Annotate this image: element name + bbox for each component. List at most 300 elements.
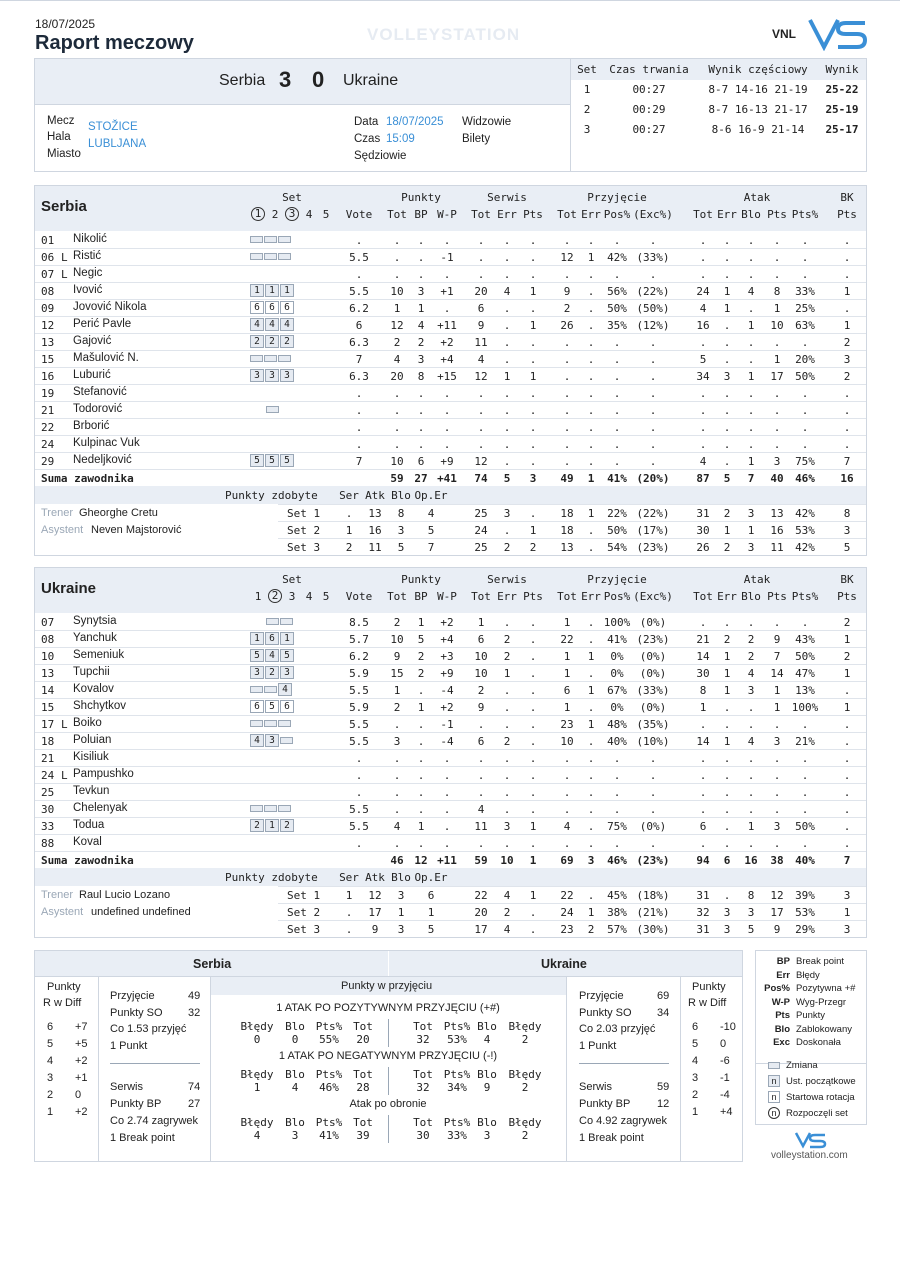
stat-value: . bbox=[773, 752, 781, 765]
stat-value: 1 bbox=[747, 319, 755, 332]
legend-desc: Punkty bbox=[796, 1010, 826, 1021]
stat-value: . bbox=[773, 769, 781, 782]
set-scored-value: 17 bbox=[368, 906, 382, 919]
set-scored-value: . bbox=[345, 507, 353, 520]
player-number: 12 bbox=[41, 319, 55, 332]
stat-value: . bbox=[843, 820, 851, 833]
stat-value: 5.5 bbox=[349, 684, 369, 697]
stat-value: 1 bbox=[587, 684, 595, 697]
libero-marker: L bbox=[61, 251, 68, 264]
stat-value: . bbox=[503, 319, 511, 332]
stat-value: -1 bbox=[440, 251, 454, 264]
set-label: Set 1 bbox=[287, 889, 321, 902]
stat-value: . bbox=[613, 234, 621, 247]
stat-value: . bbox=[747, 837, 755, 850]
stat-value: . bbox=[801, 786, 809, 799]
stat-value: . bbox=[529, 234, 537, 247]
section-col-header: Błędy bbox=[240, 1116, 274, 1129]
substitution-marker bbox=[250, 253, 263, 260]
starting-position-marker: 6 bbox=[250, 700, 264, 713]
set-stat-value: 50% bbox=[607, 524, 627, 537]
row-divider bbox=[278, 538, 866, 539]
away-rec-divider bbox=[579, 1063, 669, 1064]
stat-value: 2 bbox=[747, 633, 755, 646]
substitution-marker bbox=[250, 686, 263, 693]
column-header: Err bbox=[581, 208, 601, 221]
away-rot-title: Punkty bbox=[692, 981, 726, 993]
stat-value: . bbox=[723, 616, 731, 629]
substitution-marker bbox=[264, 686, 277, 693]
stat-value: . bbox=[801, 718, 809, 731]
stat-value: . bbox=[843, 421, 851, 434]
row-divider bbox=[35, 333, 866, 334]
stat-value: 14 bbox=[696, 650, 710, 663]
stat-value: . bbox=[563, 268, 571, 281]
section-col-header: Blo bbox=[477, 1116, 497, 1129]
starting-position-marker: 1 bbox=[280, 284, 294, 297]
set-number-header: 5 bbox=[322, 208, 330, 221]
player-name: Kulpinac Vuk bbox=[73, 437, 140, 449]
column-header: Tot bbox=[557, 590, 577, 603]
stat-value: . bbox=[613, 268, 621, 281]
stat-value: 3 bbox=[843, 353, 851, 366]
stat-value: . bbox=[529, 803, 537, 816]
stat-value: . bbox=[529, 769, 537, 782]
away-reception-label: 1 Break point bbox=[579, 1132, 644, 1144]
stat-value: . bbox=[443, 786, 451, 799]
stat-value: 1 bbox=[417, 616, 425, 629]
sum-value: 5 bbox=[503, 472, 511, 485]
sum-value: 1 bbox=[529, 854, 537, 867]
sum-value: 94 bbox=[696, 854, 710, 867]
label-date: Data bbox=[354, 116, 379, 128]
player-number: 07 bbox=[41, 268, 55, 281]
home-reception-value: 49 bbox=[188, 990, 201, 1002]
stat-value: 3 bbox=[417, 353, 425, 366]
set-label: Set 1 bbox=[287, 507, 321, 520]
stat-value: . bbox=[563, 421, 571, 434]
set-stat-value: . bbox=[503, 524, 511, 537]
stat-value: . bbox=[355, 438, 363, 451]
stat-value: 1 bbox=[529, 319, 537, 332]
stat-value: . bbox=[393, 786, 401, 799]
player-name: Negic bbox=[73, 267, 103, 279]
stat-value: . bbox=[613, 353, 621, 366]
stat-value: . bbox=[529, 667, 537, 680]
stat-value: . bbox=[723, 786, 731, 799]
stat-value: -1 bbox=[440, 718, 454, 731]
stat-value: . bbox=[843, 718, 851, 731]
stat-value: . bbox=[801, 251, 809, 264]
stat-value: . bbox=[393, 718, 401, 731]
away-reception-value: 59 bbox=[657, 1081, 670, 1093]
stat-value: . bbox=[843, 438, 851, 451]
set-stat-value: 2 bbox=[723, 541, 731, 554]
set-scored-value: 7 bbox=[427, 541, 435, 554]
set-stat-value: 3 bbox=[723, 906, 731, 919]
row-divider bbox=[278, 504, 866, 505]
mid-title: Punkty w przyjęciu bbox=[341, 980, 433, 992]
legend-symbols-box bbox=[755, 1055, 867, 1125]
stat-value: 6 bbox=[699, 820, 707, 833]
section-away-value: 3 bbox=[483, 1129, 491, 1142]
stat-value: 1 bbox=[843, 701, 851, 714]
player-number: 33 bbox=[41, 820, 55, 833]
stat-value: 3 bbox=[773, 455, 781, 468]
set-stat-value: (18%) bbox=[636, 889, 670, 902]
stat-value: 7 bbox=[355, 353, 363, 366]
starting-position-marker: 4 bbox=[250, 734, 264, 747]
set-stat-value: 29% bbox=[795, 923, 815, 936]
rotation-squares bbox=[250, 454, 295, 467]
player-number: 15 bbox=[41, 353, 55, 366]
serbia-stats-panel bbox=[34, 185, 867, 556]
section-col-header: Tot bbox=[353, 1020, 373, 1033]
set-number-header: 1 bbox=[254, 590, 262, 603]
stat-value: (22%) bbox=[636, 285, 670, 298]
set-stat-value: 31 bbox=[696, 889, 710, 902]
column-header: Err bbox=[497, 208, 517, 221]
player-number: 06 bbox=[41, 251, 55, 264]
stat-value: 1 bbox=[773, 302, 781, 315]
stat-value: 23 bbox=[560, 718, 574, 731]
stat-value: 1 bbox=[723, 302, 731, 315]
column-header: Pts bbox=[767, 590, 787, 603]
stat-value: . bbox=[417, 421, 425, 434]
stat-value: 5.9 bbox=[349, 667, 369, 680]
stat-value: 50% bbox=[795, 370, 815, 383]
set-stat-value: 3 bbox=[723, 923, 731, 936]
home-rotation: 1 bbox=[47, 1106, 54, 1118]
stat-value: 2 bbox=[503, 650, 511, 663]
sum-value: 27 bbox=[414, 472, 428, 485]
hall-value: STOŽICE bbox=[88, 121, 138, 133]
stat-value: 6.2 bbox=[349, 650, 369, 663]
set-result: 25-17 bbox=[825, 123, 859, 136]
stat-value: . bbox=[699, 803, 707, 816]
section-col-header: Pts% bbox=[315, 1068, 343, 1081]
set-stat-value: 8 bbox=[843, 507, 851, 520]
stat-value: . bbox=[503, 336, 511, 349]
stat-value: . bbox=[773, 718, 781, 731]
stat-value: . bbox=[529, 421, 537, 434]
stat-value: 50% bbox=[795, 650, 815, 663]
stat-value: . bbox=[393, 438, 401, 451]
sum-value: 7 bbox=[843, 854, 851, 867]
set-stat-value: 12 bbox=[770, 889, 784, 902]
row-divider bbox=[278, 886, 866, 887]
set-stat-value: 1 bbox=[843, 906, 851, 919]
set-number-header: 3 bbox=[288, 590, 296, 603]
substitution-marker bbox=[264, 355, 277, 362]
bk-group-header: BK bbox=[840, 573, 854, 586]
rotation-squares bbox=[250, 369, 295, 382]
stat-value: (10%) bbox=[636, 735, 670, 748]
rotation-squares bbox=[250, 734, 294, 747]
stat-value: . bbox=[613, 387, 621, 400]
stat-value: 6.3 bbox=[349, 370, 369, 383]
stat-value: . bbox=[503, 421, 511, 434]
stat-value: . bbox=[723, 404, 731, 417]
stat-value: . bbox=[417, 752, 425, 765]
stat-value: . bbox=[563, 370, 571, 383]
player-number: 30 bbox=[41, 803, 55, 816]
stat-value: . bbox=[699, 251, 707, 264]
stat-value: . bbox=[649, 803, 657, 816]
row-divider bbox=[35, 265, 866, 266]
starting-position-marker: 6 bbox=[265, 301, 279, 314]
player-name: Poluian bbox=[73, 734, 112, 746]
stat-value: 7 bbox=[355, 455, 363, 468]
set-scored-value: 1 bbox=[345, 889, 353, 902]
stat-value: . bbox=[587, 319, 595, 332]
set-scored-value: 1 bbox=[427, 906, 435, 919]
column-header: Pos% bbox=[603, 590, 631, 603]
stat-value: . bbox=[649, 268, 657, 281]
stat-value: . bbox=[587, 633, 595, 646]
stat-value: 8 bbox=[699, 684, 707, 697]
points-group-header: Punkty bbox=[401, 191, 441, 204]
away-reception-label: Punkty SO bbox=[579, 1007, 632, 1019]
stat-value: +2 bbox=[440, 616, 454, 629]
stat-value: +15 bbox=[437, 370, 457, 383]
home-reception-label: 1 Punkt bbox=[110, 1040, 148, 1052]
substitution-marker bbox=[264, 236, 277, 243]
stat-value: . bbox=[529, 650, 537, 663]
column-header: Tot bbox=[693, 590, 713, 603]
stat-value: 14 bbox=[770, 667, 784, 680]
stat-value: 2 bbox=[417, 336, 425, 349]
stat-value: -4 bbox=[440, 684, 454, 697]
stat-value: 1 bbox=[723, 285, 731, 298]
stat-value: 2 bbox=[477, 684, 485, 697]
stat-value: (33%) bbox=[636, 684, 670, 697]
row-divider bbox=[35, 715, 866, 716]
player-number: 21 bbox=[41, 404, 55, 417]
stat-value: . bbox=[587, 735, 595, 748]
set-stat-value: 20 bbox=[474, 906, 488, 919]
away-reception-value: 34 bbox=[657, 1007, 670, 1019]
set-group-header: Set bbox=[282, 191, 302, 204]
stat-value: . bbox=[747, 302, 755, 315]
rotation-squares bbox=[250, 335, 295, 348]
away-rotation-diff: -10 bbox=[720, 1021, 736, 1033]
player-number: 88 bbox=[41, 837, 55, 850]
stat-value: . bbox=[613, 438, 621, 451]
player-name: Ivović bbox=[73, 284, 103, 296]
sum-value: (20%) bbox=[636, 472, 670, 485]
home-rotation-diff: +7 bbox=[75, 1021, 88, 1033]
row-divider bbox=[35, 418, 866, 419]
stat-value: . bbox=[723, 353, 731, 366]
set-group-header: Set bbox=[282, 573, 302, 586]
stat-value: 4 bbox=[477, 353, 485, 366]
away-reception-label: 1 Punkt bbox=[579, 1040, 617, 1052]
stat-value: 1 bbox=[843, 667, 851, 680]
stat-value: 5 bbox=[699, 353, 707, 366]
stat-value: 1 bbox=[563, 616, 571, 629]
points-group-header: Punkty bbox=[401, 573, 441, 586]
player-number: 13 bbox=[41, 336, 55, 349]
starting-position-marker: 6 bbox=[265, 632, 279, 645]
player-name: Tevkun bbox=[73, 785, 110, 797]
sum-value: 59 bbox=[390, 472, 404, 485]
stat-value: . bbox=[699, 404, 707, 417]
section-col-header: Tot bbox=[413, 1068, 433, 1081]
section-home-value: 39 bbox=[356, 1129, 370, 1142]
sum-value: 16 bbox=[840, 472, 854, 485]
stat-value: . bbox=[773, 438, 781, 451]
player-number: 08 bbox=[41, 633, 55, 646]
section-home-value: 4 bbox=[253, 1129, 261, 1142]
home-sets-score: 3 bbox=[279, 67, 292, 92]
set-scored-value: 2 bbox=[345, 541, 353, 554]
stat-value: 5.9 bbox=[349, 701, 369, 714]
set-number-header: 4 bbox=[305, 208, 313, 221]
stat-value: . bbox=[417, 769, 425, 782]
home-rotation-diff: +5 bbox=[75, 1038, 88, 1050]
player-number: 19 bbox=[41, 387, 55, 400]
stat-value: . bbox=[613, 837, 621, 850]
set-number: 2 bbox=[583, 103, 591, 116]
stat-value: 8 bbox=[417, 370, 425, 383]
stat-value: . bbox=[747, 718, 755, 731]
stat-value: . bbox=[747, 752, 755, 765]
player-name: Nikolić bbox=[73, 233, 107, 245]
row-divider bbox=[35, 851, 866, 852]
stat-value: +2 bbox=[440, 701, 454, 714]
row-divider bbox=[35, 698, 866, 699]
stat-value: 5.5 bbox=[349, 251, 369, 264]
stat-value: . bbox=[587, 234, 595, 247]
player-name: Shchytkov bbox=[73, 700, 127, 712]
stat-value: . bbox=[355, 837, 363, 850]
stat-value: . bbox=[503, 234, 511, 247]
stat-value: . bbox=[801, 387, 809, 400]
stat-value: (35%) bbox=[636, 718, 670, 731]
set-stat-value: 2 bbox=[529, 541, 537, 554]
stat-value: 1 bbox=[843, 319, 851, 332]
starting-position-marker: 3 bbox=[250, 666, 264, 679]
row-divider bbox=[278, 521, 866, 522]
player-number: 21 bbox=[41, 752, 55, 765]
stat-value: . bbox=[417, 684, 425, 697]
stat-value: 1 bbox=[563, 701, 571, 714]
stat-value: 10 bbox=[474, 650, 488, 663]
section-col-header: Pts% bbox=[315, 1020, 343, 1033]
stat-value: 5.5 bbox=[349, 803, 369, 816]
row-divider bbox=[35, 350, 866, 351]
stat-value: . bbox=[503, 353, 511, 366]
stat-value: . bbox=[747, 268, 755, 281]
stat-value: 6.3 bbox=[349, 336, 369, 349]
legend-symbol-marker bbox=[768, 1062, 780, 1069]
volleystation-logo-icon bbox=[808, 17, 868, 51]
row-divider bbox=[35, 800, 866, 801]
sum-value: 49 bbox=[560, 472, 574, 485]
rotation-squares bbox=[250, 819, 295, 832]
stat-value: . bbox=[443, 421, 451, 434]
stat-value: . bbox=[587, 820, 595, 833]
away-rotation: 2 bbox=[692, 1089, 699, 1101]
stat-value: 6.2 bbox=[349, 302, 369, 315]
stat-value: 2 bbox=[843, 616, 851, 629]
set-stat-value: 1 bbox=[587, 507, 595, 520]
stat-value: . bbox=[393, 421, 401, 434]
starting-position-marker: 5 bbox=[265, 454, 279, 467]
stat-value: . bbox=[477, 404, 485, 417]
starting-position-marker: 3 bbox=[265, 734, 279, 747]
set-duration: 00:29 bbox=[632, 103, 666, 116]
stat-value: 2 bbox=[843, 370, 851, 383]
set-stat-value: 22 bbox=[474, 889, 488, 902]
stat-value: 1 bbox=[417, 701, 425, 714]
row-divider bbox=[278, 903, 866, 904]
stat-value: . bbox=[563, 234, 571, 247]
stat-value: . bbox=[417, 735, 425, 748]
sum-value: 16 bbox=[744, 854, 758, 867]
set-stat-value: 1 bbox=[529, 524, 537, 537]
starting-position-marker: 2 bbox=[280, 819, 294, 832]
starting-position-marker: 2 bbox=[265, 335, 279, 348]
starting-position-marker: 2 bbox=[265, 666, 279, 679]
substitution-marker bbox=[278, 720, 291, 727]
section-home-value: 55% bbox=[319, 1033, 339, 1046]
set-stat-value: 32 bbox=[696, 906, 710, 919]
set-stat-value: 25 bbox=[474, 541, 488, 554]
stat-value: 21% bbox=[795, 735, 815, 748]
home-rotation: 6 bbox=[47, 1021, 54, 1033]
stat-value: 26 bbox=[560, 319, 574, 332]
rotation-squares bbox=[250, 250, 292, 262]
stat-value: . bbox=[393, 752, 401, 765]
set-scored-value: 3 bbox=[397, 889, 405, 902]
stat-value: 1 bbox=[503, 667, 511, 680]
stat-value: . bbox=[503, 701, 511, 714]
attack-group-header: Atak bbox=[743, 191, 771, 204]
stat-value: (0%) bbox=[639, 701, 667, 714]
stat-value: . bbox=[747, 234, 755, 247]
serve-group-header: Serwis bbox=[487, 573, 527, 586]
stat-value: 2 bbox=[417, 667, 425, 680]
stat-value: . bbox=[563, 387, 571, 400]
section-home-value: 1 bbox=[253, 1081, 261, 1094]
stat-value: . bbox=[649, 455, 657, 468]
stat-value: . bbox=[477, 421, 485, 434]
stat-value: . bbox=[503, 718, 511, 731]
stat-value: . bbox=[393, 387, 401, 400]
set-stat-value: (17%) bbox=[636, 524, 670, 537]
stat-value: . bbox=[529, 302, 537, 315]
home-team-name: Serbia bbox=[219, 72, 266, 89]
set-stat-value: 1 bbox=[723, 524, 731, 537]
section-away-value: 32 bbox=[416, 1081, 430, 1094]
stat-value: . bbox=[587, 752, 595, 765]
rotation-squares bbox=[250, 318, 295, 331]
stat-value: . bbox=[355, 268, 363, 281]
stat-value: 14 bbox=[696, 735, 710, 748]
stat-value: 24 bbox=[696, 285, 710, 298]
set-partial-score: 8-6 16-9 21-14 bbox=[711, 123, 805, 136]
set-stat-value: 31 bbox=[696, 507, 710, 520]
footer-site: volleystation.com bbox=[771, 1150, 848, 1161]
row-divider bbox=[35, 664, 866, 665]
stat-value: . bbox=[587, 336, 595, 349]
stat-value: 1 bbox=[417, 302, 425, 315]
starting-position-marker: 6 bbox=[280, 700, 294, 713]
sum-value: 40% bbox=[795, 854, 815, 867]
substitution-marker bbox=[266, 406, 279, 413]
